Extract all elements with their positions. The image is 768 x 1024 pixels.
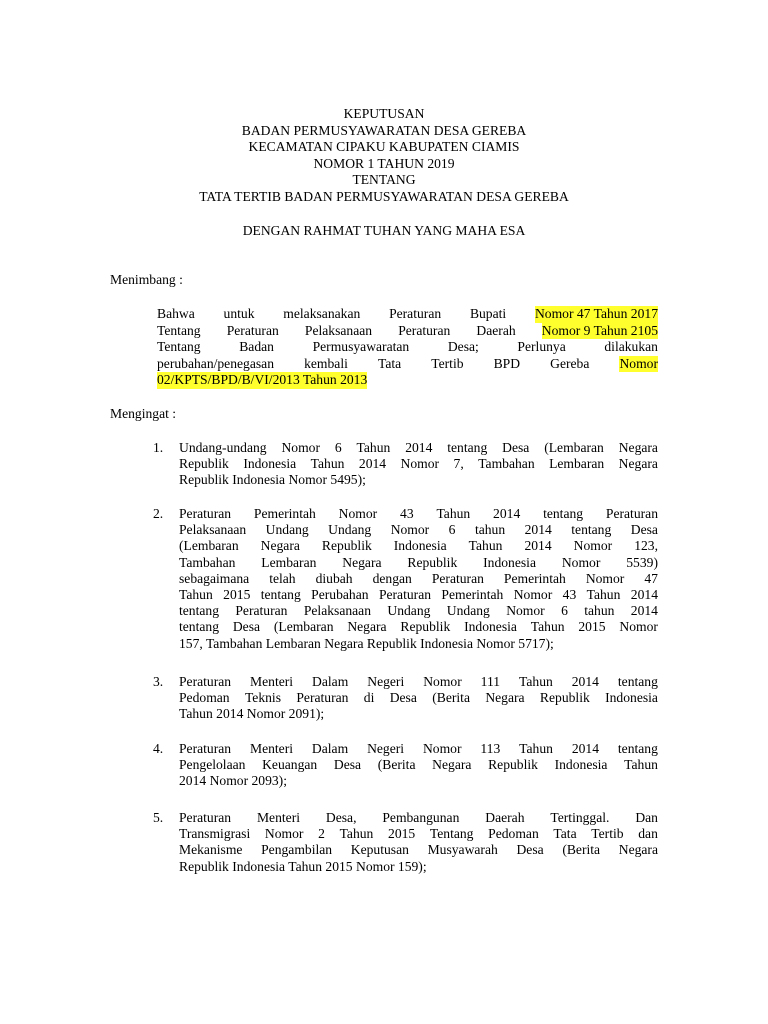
list-item-line: Peraturan Menteri Dalam Negeri Nomor 111 Tahun 2014 tentang <box>179 674 658 689</box>
menimbang-word: melaksanakan <box>283 306 361 321</box>
menimbang-word: Peraturan <box>398 322 451 338</box>
list-item-line: 157, Tambahan Lembaran Negara Republik Indonesia Nomor 5717); <box>179 635 554 651</box>
menimbang-word: perubahan/penegasan <box>157 355 275 371</box>
menimbang-word: Desa; <box>447 339 479 355</box>
highlighted-text: Nomor 47 Tahun 2017 <box>534 306 658 321</box>
list-item-number: 3. <box>153 674 164 689</box>
list-item-line: Republik Indonesia Nomor 5495); <box>179 472 366 488</box>
highlighted-text: Nomor <box>619 355 658 371</box>
list-item-line: Mekanisme Pengambilan Keputusan Musyawarah Desa (Berita Negara <box>179 842 658 858</box>
list-item-line: sebagaimana telah diubah dengan Peraturan Pemerintah Nomor 47 <box>179 570 658 586</box>
menimbang-word: Gereba <box>550 355 590 371</box>
menimbang-paragraph <box>157 306 658 389</box>
menimbang-line <box>157 306 658 323</box>
menimbang-word: Badan <box>239 339 274 355</box>
list-item-line: Peraturan Menteri Dalam Negeri Nomor 113 Tahun 2014 tentang <box>179 741 658 756</box>
heading-line: TENTANG <box>352 172 416 187</box>
list-item-line: Pengelolaan Keuangan Desa (Berita Negara Republik Indonesia Tahun <box>179 757 658 773</box>
menimbang-word: Pelaksanaan <box>304 322 373 338</box>
list-item-line: Republik Indonesia Tahun 2014 Nomor 7, Tambahan Lembaran Negara <box>179 456 658 472</box>
list-item-line: Peraturan Pemerintah Nomor 43 Tahun 2014 tentang Peraturan <box>179 506 658 521</box>
menimbang-word: Peraturan <box>226 322 279 338</box>
list-item-line: Pedoman Teknis Peraturan di Desa (Berita Negara Republik Indonesia <box>179 690 658 706</box>
menimbang-line <box>157 372 658 389</box>
list-item-line: tentang Peraturan Pelaksanaan Undang Undang Nomor 6 tahun 2014 <box>179 603 658 619</box>
heading-line: TATA TERTIB BADAN PERMUSYAWARATAN DESA GEREBA <box>199 188 569 204</box>
list-item-number: 2. <box>153 506 164 521</box>
list-item-line: 2014 Nomor 2093); <box>179 773 287 789</box>
menimbang-line <box>157 356 658 373</box>
highlighted-text: Nomor 9 Tahun 2105 <box>541 322 658 338</box>
menimbang-label: Menimbang : <box>110 272 183 287</box>
list-item-text <box>179 674 658 723</box>
list-item-line: Tahun 2014 Nomor 2091); <box>179 706 325 722</box>
list-item-line: Pelaksanaan Undang Undang Nomor 6 tahun 2014 tentang Desa <box>179 522 658 538</box>
menimbang-word: Daerah <box>476 322 516 338</box>
heading-line: NOMOR 1 TAHUN 2019 <box>313 155 455 171</box>
list-item-text <box>179 810 658 875</box>
menimbang-word: Tentang <box>157 322 201 338</box>
invocation-line: DENGAN RAHMAT TUHAN YANG MAHA ESA <box>242 223 526 238</box>
list-item-line: Tahun 2015 tentang Perubahan Peraturan Pemerintah Nomor 43 Tahun 2014 <box>179 586 658 602</box>
list-item-text <box>179 741 658 790</box>
list-item-number: 1. <box>153 440 164 455</box>
list-item-text <box>179 506 658 652</box>
menimbang-word: dilakukan <box>604 339 658 355</box>
menimbang-word: Peraturan <box>389 306 442 321</box>
menimbang-word: BPD <box>493 355 521 371</box>
menimbang-line <box>157 323 658 340</box>
heading-line: KEPUTUSAN <box>343 106 425 121</box>
list-item-line: Undang-undang Nomor 6 Tahun 2014 tentang Desa (Lembaran Negara <box>179 440 658 455</box>
menimbang-word: Tertib <box>431 355 464 371</box>
list-item-number: 5. <box>153 810 164 825</box>
menimbang-word: kembali <box>304 355 348 371</box>
list-item-line: Republik Indonesia Tahun 2015 Nomor 159); <box>179 858 427 874</box>
menimbang-word: Bupati <box>469 306 507 321</box>
list-item-line: Transmigrasi Nomor 2 Tahun 2015 Tentang Pedoman Tata Tertib dan <box>179 826 658 842</box>
list-item-line: tentang Desa (Lembaran Negara Republik Indonesia Tahun 2015 Nomor <box>179 619 658 635</box>
list-item-number: 4. <box>153 741 164 756</box>
list-item-line: Peraturan Menteri Desa, Pembangunan Daerah Tertinggal. Dan <box>179 810 658 825</box>
menimbang-word: Permusyawaratan <box>312 339 410 355</box>
list-item-text <box>179 440 658 489</box>
heading-line: BADAN PERMUSYAWARATAN DESA GEREBA <box>241 122 527 138</box>
menimbang-word: untuk <box>223 306 255 321</box>
mengingat-label: Mengingat : <box>110 406 177 421</box>
list-item-line: Tambahan Lembaran Negara Republik Indonesia Nomor 5539) <box>179 554 658 570</box>
highlighted-text: 02/KPTS/BPD/B/VI/2013 Tahun 2013 <box>157 372 368 388</box>
menimbang-word: Tentang <box>157 339 201 355</box>
heading-line: KECAMATAN CIPAKU KABUPATEN CIAMIS <box>248 139 520 154</box>
menimbang-word: Bahwa <box>157 306 195 321</box>
menimbang-word: Tata <box>377 355 402 371</box>
menimbang-line <box>157 339 658 356</box>
document-heading <box>110 106 658 205</box>
menimbang-word: Perlunya <box>517 339 566 355</box>
list-item-line: (Lembaran Negara Republik Indonesia Tahun 2014 Nomor 123, <box>179 538 658 554</box>
